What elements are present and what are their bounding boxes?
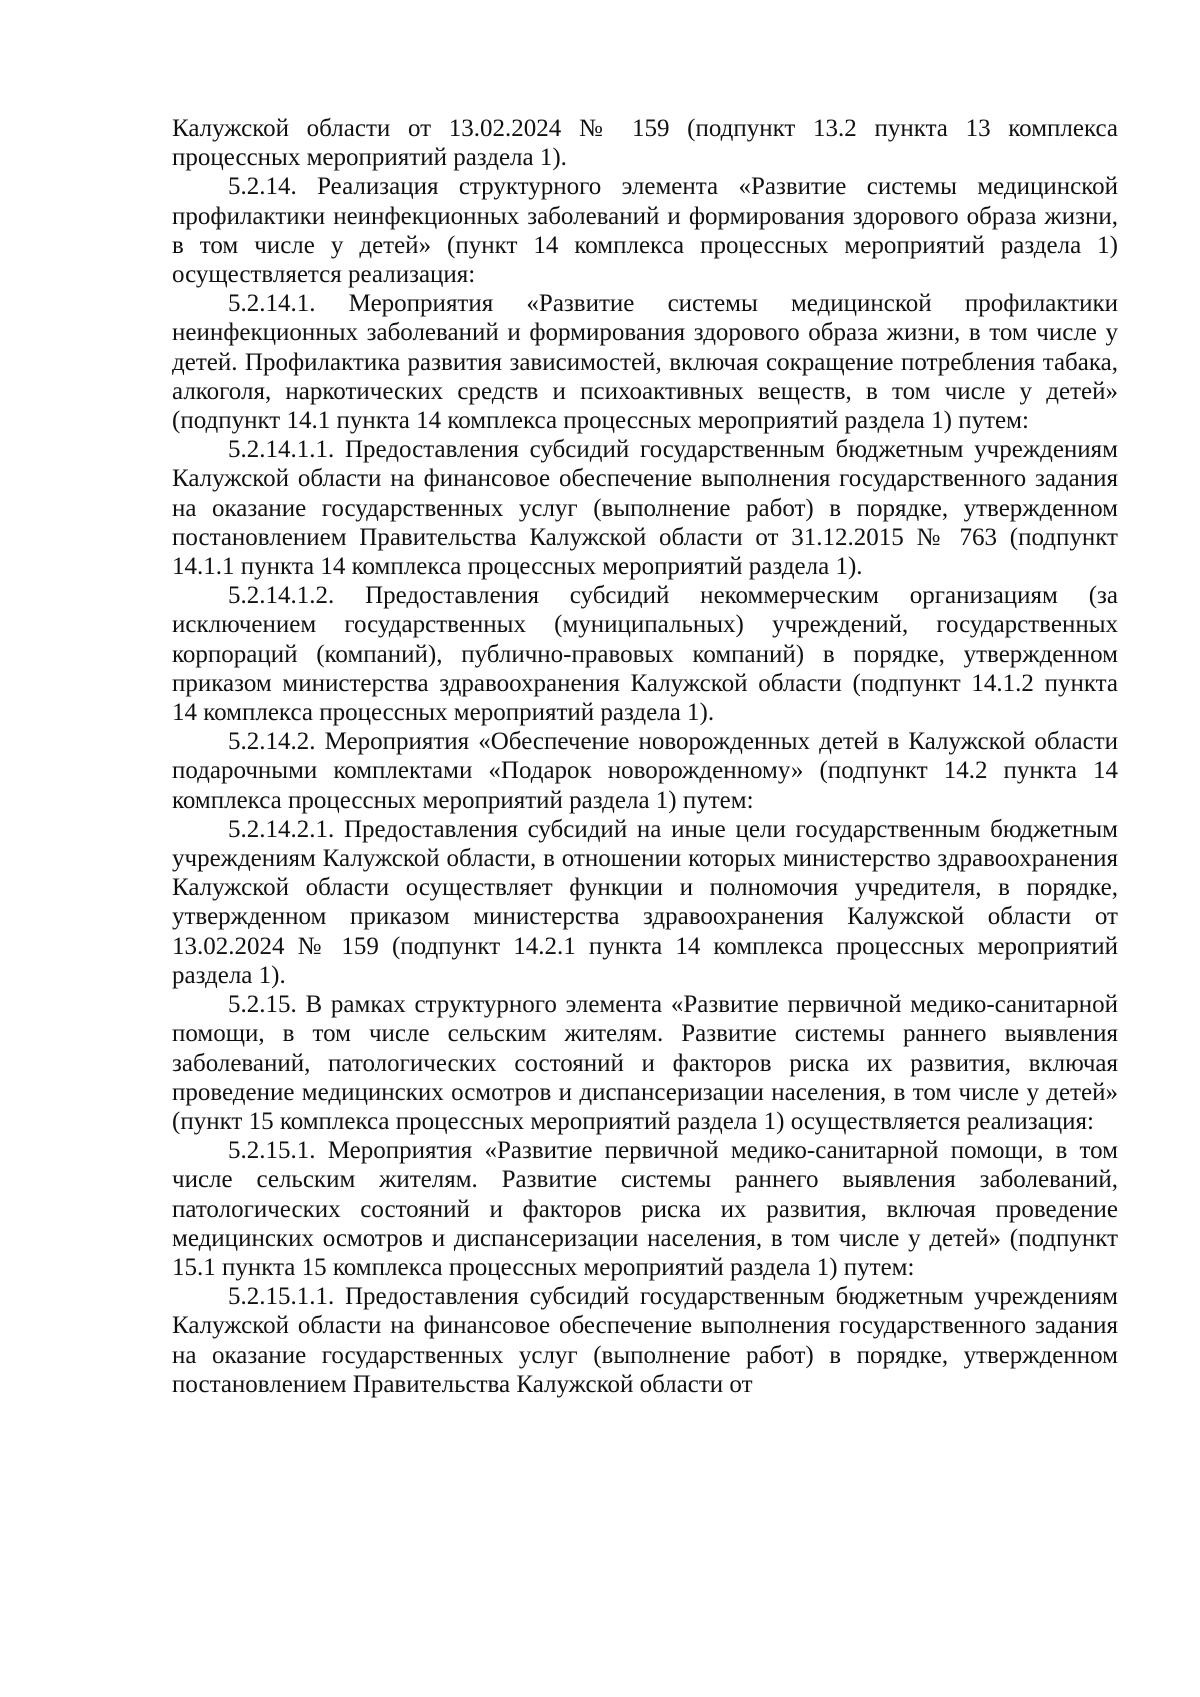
paragraph-5-2-14-1-1: 5.2.14.1.1. Предоставления субсидий государственным бюджетным учреждениям Калужской области на финансовое обеспечение выполнения государственного задания на оказание государственных услуг (выполнение работ) в порядке, утвержденном постановлением Правительства Калужской области от 31.12.2015 № 763 (подпункт 14.1.1 пункта 14 комплекса процессных мероприятий раздела 1). — [172, 436, 1118, 581]
paragraph-5-2-14-1: 5.2.14.1. Мероприятия «Развитие системы медицинской профилактики неинфекционных заболеваний и формирования здорового образа жизни, в том числе у детей. Профилактика развития зависимостей, включая сокращение потребления табака, алкоголя, наркотических средств и психоактивных веществ, в том числе у детей» (подпункт 14.1 пункта 14 комплекса процессных мероприятий раздела 1) путем: — [172, 290, 1118, 435]
document-body — [172, 114, 1118, 1399]
paragraph-5-2-14-1-2: 5.2.14.1.2. Предоставления субсидий некоммерческим организациям (за исключением государственных (муниципальных) учреждений, государственных корпораций (компаний), публично-правовых компаний) в порядке, утвержденном приказом министерства здравоохранения Калужской области (подпункт 14.1.2 пункта 14 комплекса процессных мероприятий раздела 1). — [172, 582, 1118, 727]
paragraph-5-2-14-2-1: 5.2.14.2.1. Предоставления субсидий на иные цели государственным бюджетным учреждениям Калужской области, в отношении которых министерство здравоохранения Калужской области осуществляет функции и полномочия учредителя, в порядке, утвержденном приказом министерства здравоохранения Калужской области от 13.02.2024 № 159 (подпункт 14.2.1 пункта 14 комплекса процессных мероприятий раздела 1). — [172, 815, 1118, 989]
paragraph-continuation: Калужской области от 13.02.2024 № 159 (подпункт 13.2 пункта 13 комплекса процессных мероприятий раздела 1). — [172, 115, 1118, 172]
paragraph-5-2-15-1: 5.2.15.1. Мероприятия «Развитие первичной медико-санитарной помощи, в том числе сельским жителям. Развитие системы раннего выявления заболеваний, патологических состояний и факторов риска их развития, включая проведение медицинских осмотров и диспансеризации населения, в том числе у детей» (подпункт 15.1 пункта 15 комплекса процессных мероприятий раздела 1) путем: — [172, 1137, 1118, 1281]
paragraph-5-2-15-1-1: 5.2.15.1.1. Предоставления субсидий государственным бюджетным учреждениям Калужской области на финансовое обеспечение выполнения государственного задания на оказание государственных услуг (выполнение работ) в порядке, утвержденном постановлением Правительства Калужской области от — [172, 1283, 1118, 1398]
paragraph-5-2-14-2: 5.2.14.2. Мероприятия «Обеспечение новорожденных детей в Калужской области подарочными комплектами «Подарок новорожденному» (подпункт 14.2 пункта 14 комплекса процессных мероприятий раздела 1) путем: — [172, 728, 1118, 814]
paragraph-5-2-15: 5.2.15. В рамках структурного элемента «Развитие первичной медико-санитарной помощи, в том числе сельским жителям. Развитие системы раннего выявления заболеваний, патологических состояний и факторов риска их развития, включая проведение медицинских осмотров и диспансеризации населения, в том числе у детей» (пункт 15 комплекса процессных мероприятий раздела 1) осуществляется реализация: — [172, 991, 1118, 1135]
paragraph-5-2-14: 5.2.14. Реализация структурного элемента «Развитие системы медицинской профилактики неинфекционных заболеваний и формирования здорового образа жизни, в том числе у детей» (пункт 14 комплекса процессных мероприятий раздела 1) осуществляется реализация: — [172, 173, 1118, 289]
